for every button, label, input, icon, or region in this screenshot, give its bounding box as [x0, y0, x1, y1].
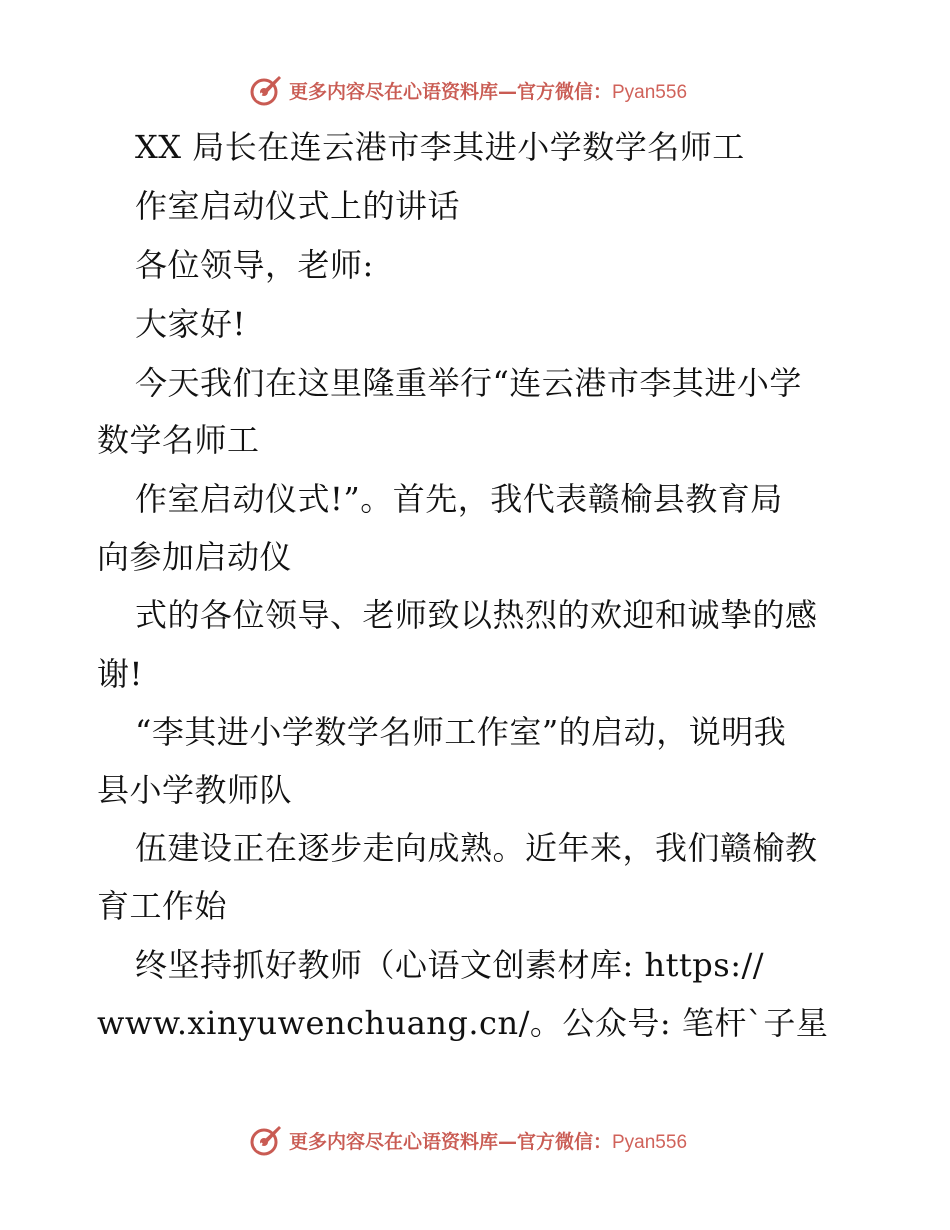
paragraph-line: 作室启动仪式!”。首先，我代表赣榆县教育局: [135, 480, 783, 518]
paragraph-line: www.xinyuwenchuang.cn/。公众号: 笔杆`子星: [97, 1004, 829, 1042]
paragraph-line: 谢!: [97, 655, 143, 693]
paragraph-line: “李其进小学数学名师工作室”的启动，说明我: [135, 713, 787, 751]
paragraph-line: 育工作始: [97, 887, 228, 925]
quill-seal-icon: [249, 73, 283, 107]
title-line-2: 作室启动仪式上的讲话: [135, 187, 461, 225]
greeting: 大家好!: [135, 305, 246, 343]
quill-seal-icon: [249, 1123, 283, 1157]
paragraph-line: 向参加启动仪: [97, 538, 293, 576]
paragraph-line: 式的各位领导、老师致以热烈的欢迎和诚挚的感: [135, 596, 818, 634]
title-line-1: XX 局长在连云港市李其进小学数学名师工: [135, 128, 745, 166]
footer-banner: [0, 1120, 950, 1160]
banner-text: 更多内容尽在心语资料库—官方微信：Pyan556: [288, 80, 688, 103]
header-banner-inner: [249, 73, 687, 107]
banner-wechat-id: Pyan556: [612, 1131, 688, 1153]
paragraph-line: 数学名师工: [97, 421, 260, 459]
footer-banner-inner: [249, 1123, 687, 1157]
banner-text: 更多内容尽在心语资料库—官方微信：Pyan556: [288, 1130, 688, 1153]
paragraph-line: 终坚持抓好教师（心语文创素材库: https://: [135, 946, 765, 984]
paragraph-line: 伍建设正在逐步走向成熟。近年来，我们赣榆教: [135, 829, 818, 867]
paragraph-line: 县小学教师队: [97, 771, 293, 809]
header-banner: [0, 70, 950, 110]
banner-wechat-id: Pyan556: [612, 81, 688, 103]
salutation: 各位领导，老师:: [135, 246, 374, 284]
paragraph-line: 今天我们在这里隆重举行“连云港市李其进小学: [135, 364, 802, 402]
